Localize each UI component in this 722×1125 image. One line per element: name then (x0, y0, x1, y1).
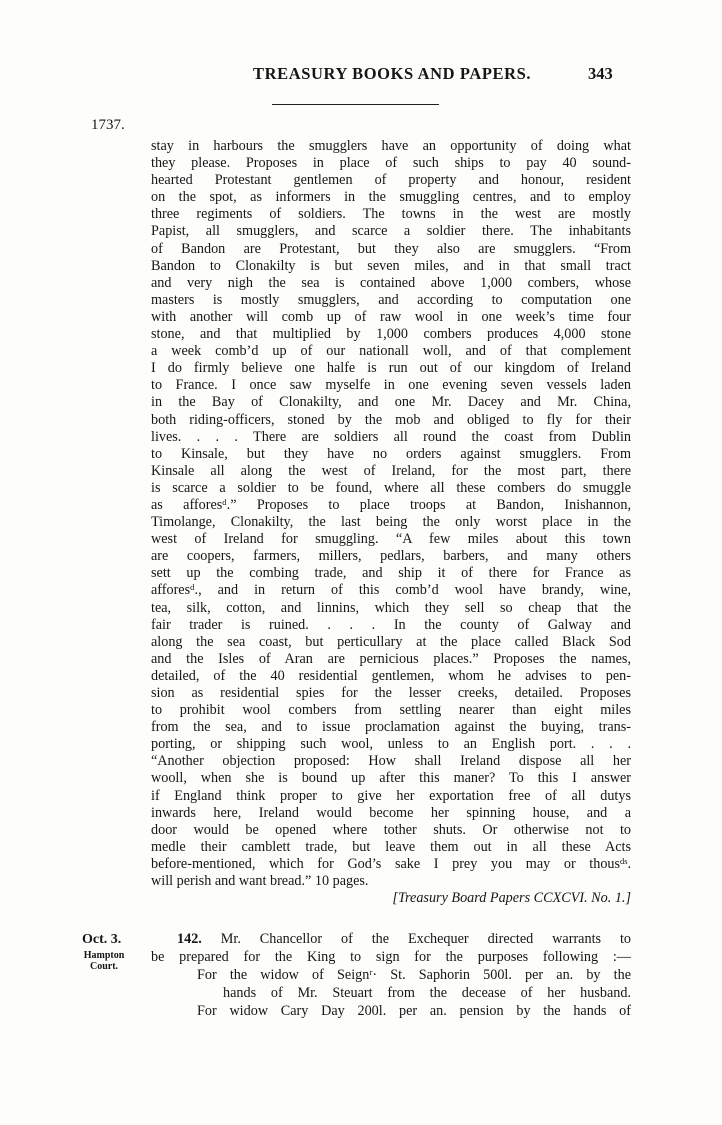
entry-number: 142. (177, 931, 202, 947)
body-line: hearted Protestant gentlemen of property and honour, resident (151, 172, 631, 189)
body-line: stay in harbours the smugglers have an opportunity of doing what (151, 138, 631, 154)
body-line: wooll, when she is bound up after this maner? To this I answer (151, 770, 631, 787)
body-line: to France. I once saw myselfe in one evening seven vessels laden (151, 377, 631, 394)
body-paragraph (151, 138, 631, 890)
body-line: lives. . . . There are soldiers all round the coast from Dublin (151, 428, 631, 445)
body-line: stone, and that multiplied by 1,000 combers produces 4,000 stone (151, 326, 631, 343)
body-line: I do firmly believe one halfe is run out of our kingdom of Ireland (151, 360, 631, 377)
body-line: to prohibit wool combers from settling nearer than eight miles (151, 702, 631, 719)
body-line: to Kinsale, but they have no orders against smugglers. From (151, 445, 631, 462)
body-line: before-mentioned, which for God’s sake I prey you may or thousᵈˢ. (151, 855, 631, 872)
body-line: as afforesᵈ.” Proposes to place troops at Bandon, Inishannon, (151, 496, 631, 513)
entry-first-line (151, 930, 631, 948)
entry-item-line: hands of Mr. Steuart from the decease of her husband. (223, 985, 631, 1001)
page-number: 343 (588, 64, 613, 83)
body-line: fair trader is ruined. . . . In the county of Galway and (151, 616, 631, 633)
entry-item-line: For widow Cary Day 200l. per an. pension by the hands of (197, 1003, 631, 1019)
body-line: if England think proper to give her exportation free of all dutys (151, 787, 631, 804)
margin-entry-place (80, 950, 128, 972)
body-line: sett up the combing trade, and ship it of there for France as (151, 565, 631, 582)
body-line: with another will comb up of raw wool in one week’s time four (151, 308, 631, 325)
body-line: tea, silk, cotton, and linnins, which they sell so cheap that the (151, 599, 631, 616)
body-line: door would be opened where tother shuts. Or otherwise not to (151, 821, 631, 838)
body-line: porting, or shipping such wool, unless to an English port. . . . (151, 736, 631, 753)
body-line: are coopers, farmers, millers, pedlars, barbers, and many others (151, 548, 631, 565)
source-citation: [Treasury Board Papers CCXCVI. No. 1.] (392, 890, 631, 906)
body-line: masters is mostly smugglers, and according to computation one (151, 291, 631, 308)
body-line: and the Isles of Aran are pernicious places.” Proposes the names, (151, 650, 631, 667)
entry-second-line: be prepared for the King to sign for the purposes following :— (151, 949, 631, 965)
running-title: TREASURY BOOKS AND PAPERS. (253, 64, 532, 83)
body-line: afforesᵈ., and in return of this comb’d wool have brandy, wine, (151, 582, 631, 599)
body-line: of Bandon are Protestant, but they also are smugglers. “From (151, 240, 631, 257)
margin-year: 1737. (91, 117, 125, 133)
entry-142 (151, 930, 631, 1020)
margin-entry-date: Oct. 3. (82, 932, 122, 947)
body-line: medle their camblett trade, but leave them out in all these Acts (151, 838, 631, 855)
body-line: on the spot, as informers in the smuggling centres, and to employ (151, 189, 631, 206)
body-line: they please. Proposes in place of such ships to pay 40 sound- (151, 155, 631, 172)
body-line: three regiments of soldiers. The towns in the west are mostly (151, 206, 631, 223)
body-line: sion as residential spies for the lesser creeks, detailed. Proposes (151, 685, 631, 701)
margin-place-line: Hampton (83, 950, 125, 961)
body-line: and very nigh the sea is contained above 1,000 combers, whose (151, 274, 631, 291)
body-line: Bandon to Clonakilty is but seven miles, and in that small tract (151, 257, 631, 274)
body-line: west of Ireland for smuggling. “A few miles about this town (151, 531, 631, 548)
body-line: along the sea coast, but perticullary at the place called Black Sod (151, 633, 631, 650)
body-line: detailed, of the 40 residential gentlemen, whom he advises to pen- (151, 667, 631, 684)
body-line: Papist, all smugglers, and scarce a soldier there. The inhabitants (151, 223, 631, 240)
body-line: “Another objection proposed: How shall Ireland dispose all her (151, 753, 631, 770)
entry-item-line: For the widow of Seignʳ· St. Saphorin 500l. per an. by the (197, 967, 631, 983)
margin-place-line: Court. (89, 961, 119, 972)
body-line: from the sea, and to issue proclamation against the buying, trans- (151, 719, 631, 736)
body-line: Kinsale all along the west of Ireland, for the most part, there (151, 462, 631, 479)
body-line: a week comb’d up of our nationall woll, and of that complement (151, 343, 631, 360)
body-line: inwards here, Ireland would become her spinning house, and a (151, 804, 631, 821)
body-line: will perish and want bread.” 10 pages. (151, 873, 369, 890)
body-line: is scarce a soldier to be found, where all these combers do smuggle (151, 479, 631, 496)
body-line: in the Bay of Clonakilty, and one Mr. Dacey and Mr. China, (151, 394, 631, 411)
header-rule (272, 104, 439, 105)
body-line: Timolange, Clonakilty, the last being the only worst place in the (151, 514, 631, 531)
entry-first-text: Mr. Chancellor of the Exchequer directed warrants to (220, 931, 631, 947)
body-line: both riding-officers, stoned by the mob and obliged to fly for their (151, 411, 631, 428)
